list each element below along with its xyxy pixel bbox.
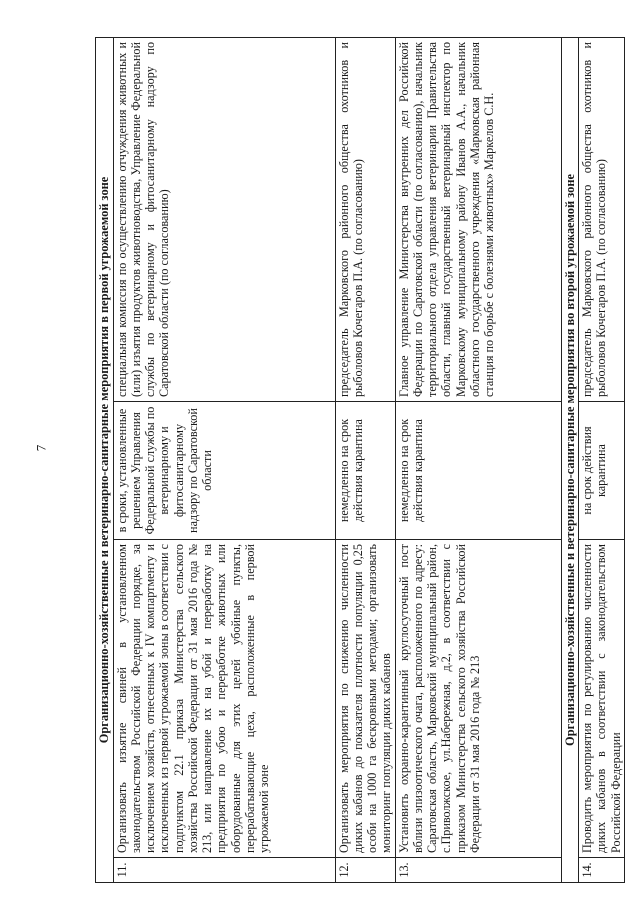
- deadline-cell: немедленно на срок действия карантина: [395, 402, 561, 540]
- row-number: 11.: [113, 858, 335, 883]
- responsible-cell: специальная комиссия по осуществлению отчуждения животных и (или) изъятия продуктов животноводства, Управление Федеральной службы по ветеринарному и фитосанитарному надзору по Саратовской области (по согласованию): [113, 37, 335, 401]
- table-row: [579, 37, 625, 882]
- page-number: 7: [33, 444, 49, 452]
- section-title: Организационно-хозяйственные и ветеринарно-санитарные мероприятия в первой угрожаемой зоне: [96, 37, 114, 882]
- deadline-cell: немедленно на срок действия карантина: [335, 402, 395, 540]
- deadline-cell: на срок действия карантина: [579, 402, 625, 540]
- measure-cell: Организовать изъятие свиней в установленном законодательством Российской Федерации порядке, за исключением хозяйств, отнесенных к IV компартменту и исключенных из первой угрожаемой зоны в соответствии с подпунктом 22.1 приказа Министерства сельского хозяйства Российской Федерации от 31 мая 2016 года № 213, или направление их на убой и переработку на предприятия по убою и переработке животных или оборудованные для этих целей убойные пункты, перерабатывающие цеха, расположенные в первой угрожаемой зоне: [113, 540, 335, 858]
- table-row: [335, 37, 395, 882]
- measures-table: [95, 37, 625, 883]
- responsible-cell: председатель Марковского районного общества охотников и рыболовов Кочегаров П.А. (по согласованию): [335, 37, 395, 401]
- responsible-cell: Главное управление Министерства внутренних дел Российской Федерации по Саратовской области (по согласованию), начальник территориального отдела управления ветеринарии Правительства области, главный государственный ветеринарный инспектор по Марковскому муниципальному району Иванов А.А., начальник областного государственного учреждения «Марковская районная станция по борьбе с болезнями животных» Маркелов С.Н.: [395, 37, 561, 401]
- rotated-page-content: [95, 38, 623, 883]
- row-number: 12.: [335, 858, 395, 883]
- deadline-cell: в сроки, установленные решением Управления Федеральной службы по ветеринарному и фитосанитарному надзору по Саратовской области: [113, 402, 335, 540]
- table-row: [395, 37, 561, 882]
- section-header-row: [561, 37, 579, 882]
- row-number: 13.: [395, 858, 561, 883]
- table-row: [113, 37, 335, 882]
- section-title: Организационно-хозяйственные и ветеринарно-санитарные мероприятия во второй угрожаемой зоне: [561, 37, 579, 882]
- row-number: 14.: [579, 858, 625, 883]
- responsible-cell: председатель Марковского районного общества охотников и рыболовов Кочегаров П.А. (по согласованию): [579, 37, 625, 401]
- section-header-row: [96, 37, 114, 882]
- measure-cell: Установить охранно-карантинный круглосуточный пост вблизи эпизоотического очага, расположенного по адресу: Саратовская область, Марковский муниципальный район, с.Приволжское, ул.Набережная, д.2, в соответствии с приказом Министерства сельского хозяйства Российской Федерации от 31 мая 2016 года № 213: [395, 540, 561, 858]
- measure-cell: Организовать мероприятия по снижению численности диких кабанов до показателя плотности популяции 0,25 особи на 1000 га бескровными методами; организовать мониторинг популяции диких кабанов: [335, 540, 395, 858]
- measure-cell: Проводить мероприятия по регулированию численности диких кабанов в соответствии с законодательством Российской Федерации: [579, 540, 625, 858]
